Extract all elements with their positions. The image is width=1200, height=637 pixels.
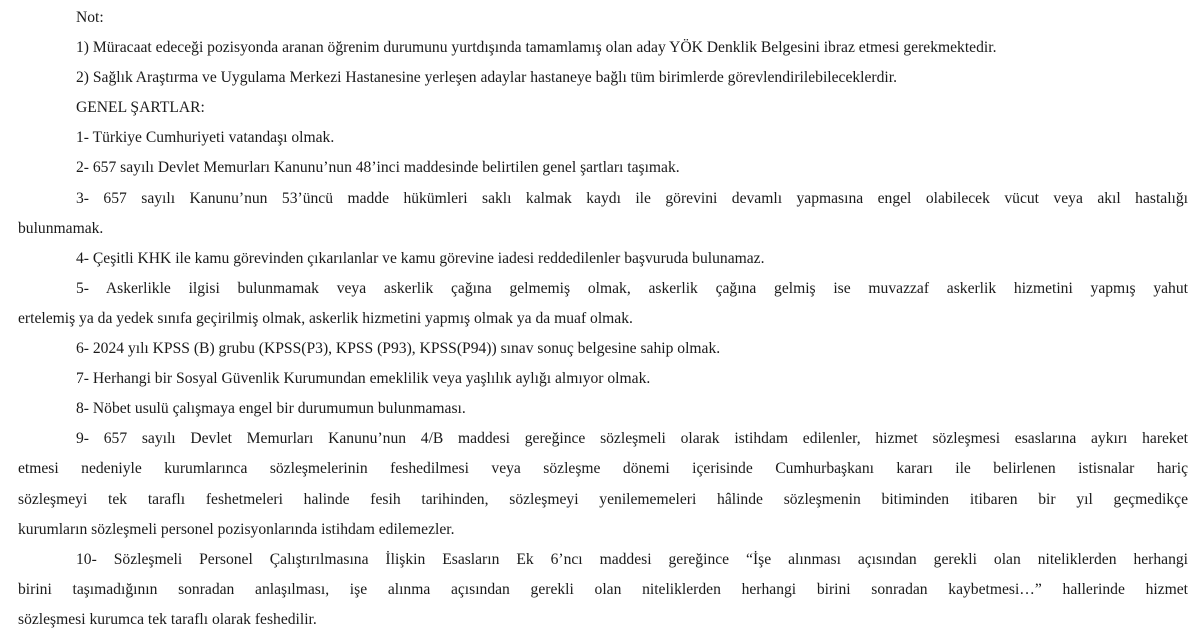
condition-item-9-line-4: kurumların sözleşmeli personel pozisyonlarında istihdam edilemezler.	[18, 520, 455, 538]
note-item-2: 2) Sağlık Araştırma ve Uygulama Merkezi Hastanesine yerleşen adaylar hastaneye bağlı tüm birimlerde görevlendirilebileceklerdir.	[76, 69, 897, 87]
condition-item-10-line-1: 10- Sözleşmeli Personel Çalıştırılmasına İlişkin Esasların Ek 6’ncı maddesi gereğince “İşe alınması açısından gerekli olan niteliklerden herhangi	[76, 550, 1188, 568]
condition-item-3-line-2: bulunmamak.	[18, 219, 104, 237]
condition-item-3-line-1: 3- 657 sayılı Kanunu’nun 53’üncü madde hükümleri saklı kalmak kaydı ile görevini devamlı yapmasına engel olabilecek vücut veya akıl hastalığı	[76, 189, 1188, 207]
general-conditions-heading: GENEL ŞARTLAR:	[76, 99, 205, 117]
condition-item-5-line-2: ertelemiş ya da yedek sınıfa geçirilmiş olmak, askerlik hizmetini yapmış olmak ya da muaf olmak.	[18, 309, 633, 327]
condition-item-4: 4- Çeşitli KHK ile kamu görevinden çıkarılanlar ve kamu görevine iadesi reddedilenler başvuruda bulunamaz.	[76, 249, 765, 267]
condition-item-9-line-3: sözleşmeyi tek taraflı feshetmeleri halinde fesih tarihinden, sözleşmeyi yenilememeleri hâlinde sözleşmenin bitiminden itibaren bir yıl geçmedikçe	[18, 490, 1188, 508]
condition-item-2: 2- 657 sayılı Devlet Memurları Kanunu’nun 48’inci maddesinde belirtilen genel şartları taşımak.	[76, 159, 680, 177]
note-item-1: 1) Müracaat edeceği pozisyonda aranan öğrenim durumunu yurtdışında tamamlamış olan aday YÖK Denklik Belgesini ibraz etmesi gerekmektedir.	[76, 39, 997, 57]
condition-item-8: 8- Nöbet usulü çalışmaya engel bir durumumun bulunmaması.	[76, 400, 466, 418]
condition-item-9-line-1: 9- 657 sayılı Devlet Memurları Kanunu’nun 4/B maddesi gereğince sözleşmeli olarak istihdam edilenler, hizmet sözleşmesi esaslarına aykırı hareket	[76, 430, 1188, 448]
condition-item-1: 1- Türkiye Cumhuriyeti vatandaşı olmak.	[76, 129, 335, 147]
condition-item-10-line-2: birini taşımadığının sonradan anlaşılması, işe alınma açısından gerekli olan niteliklerden herhangi birini sonradan kaybetmesi…” hallerinde hizmet	[18, 580, 1188, 598]
document-page	[18, 3, 1188, 635]
condition-item-7: 7- Herhangi bir Sosyal Güvenlik Kurumundan emeklilik veya yaşlılık aylığı almıyor olmak.	[76, 370, 651, 388]
condition-item-6: 6- 2024 yılı KPSS (B) grubu (KPSS(P3), KPSS (P93), KPSS(P94)) sınav sonuç belgesine sahip olmak.	[76, 340, 721, 358]
condition-item-5-line-1: 5- Askerlikle ilgisi bulunmamak veya askerlik çağına gelmemiş olmak, askerlik çağına gelmiş ise muvazzaf askerlik hizmetini yapmış yahut	[76, 279, 1188, 297]
condition-item-9-line-2: etmesi nedeniyle kurumlarınca sözleşmelerinin feshedilmesi veya sözleşme dönemi içerisinde Cumhurbaşkanı kararı ile belirlenen istisnalar hariç	[18, 460, 1188, 478]
note-heading: Not:	[76, 9, 104, 26]
condition-item-10-line-3: sözleşmesi kurumca tek taraflı olarak feshedilir.	[18, 610, 317, 628]
